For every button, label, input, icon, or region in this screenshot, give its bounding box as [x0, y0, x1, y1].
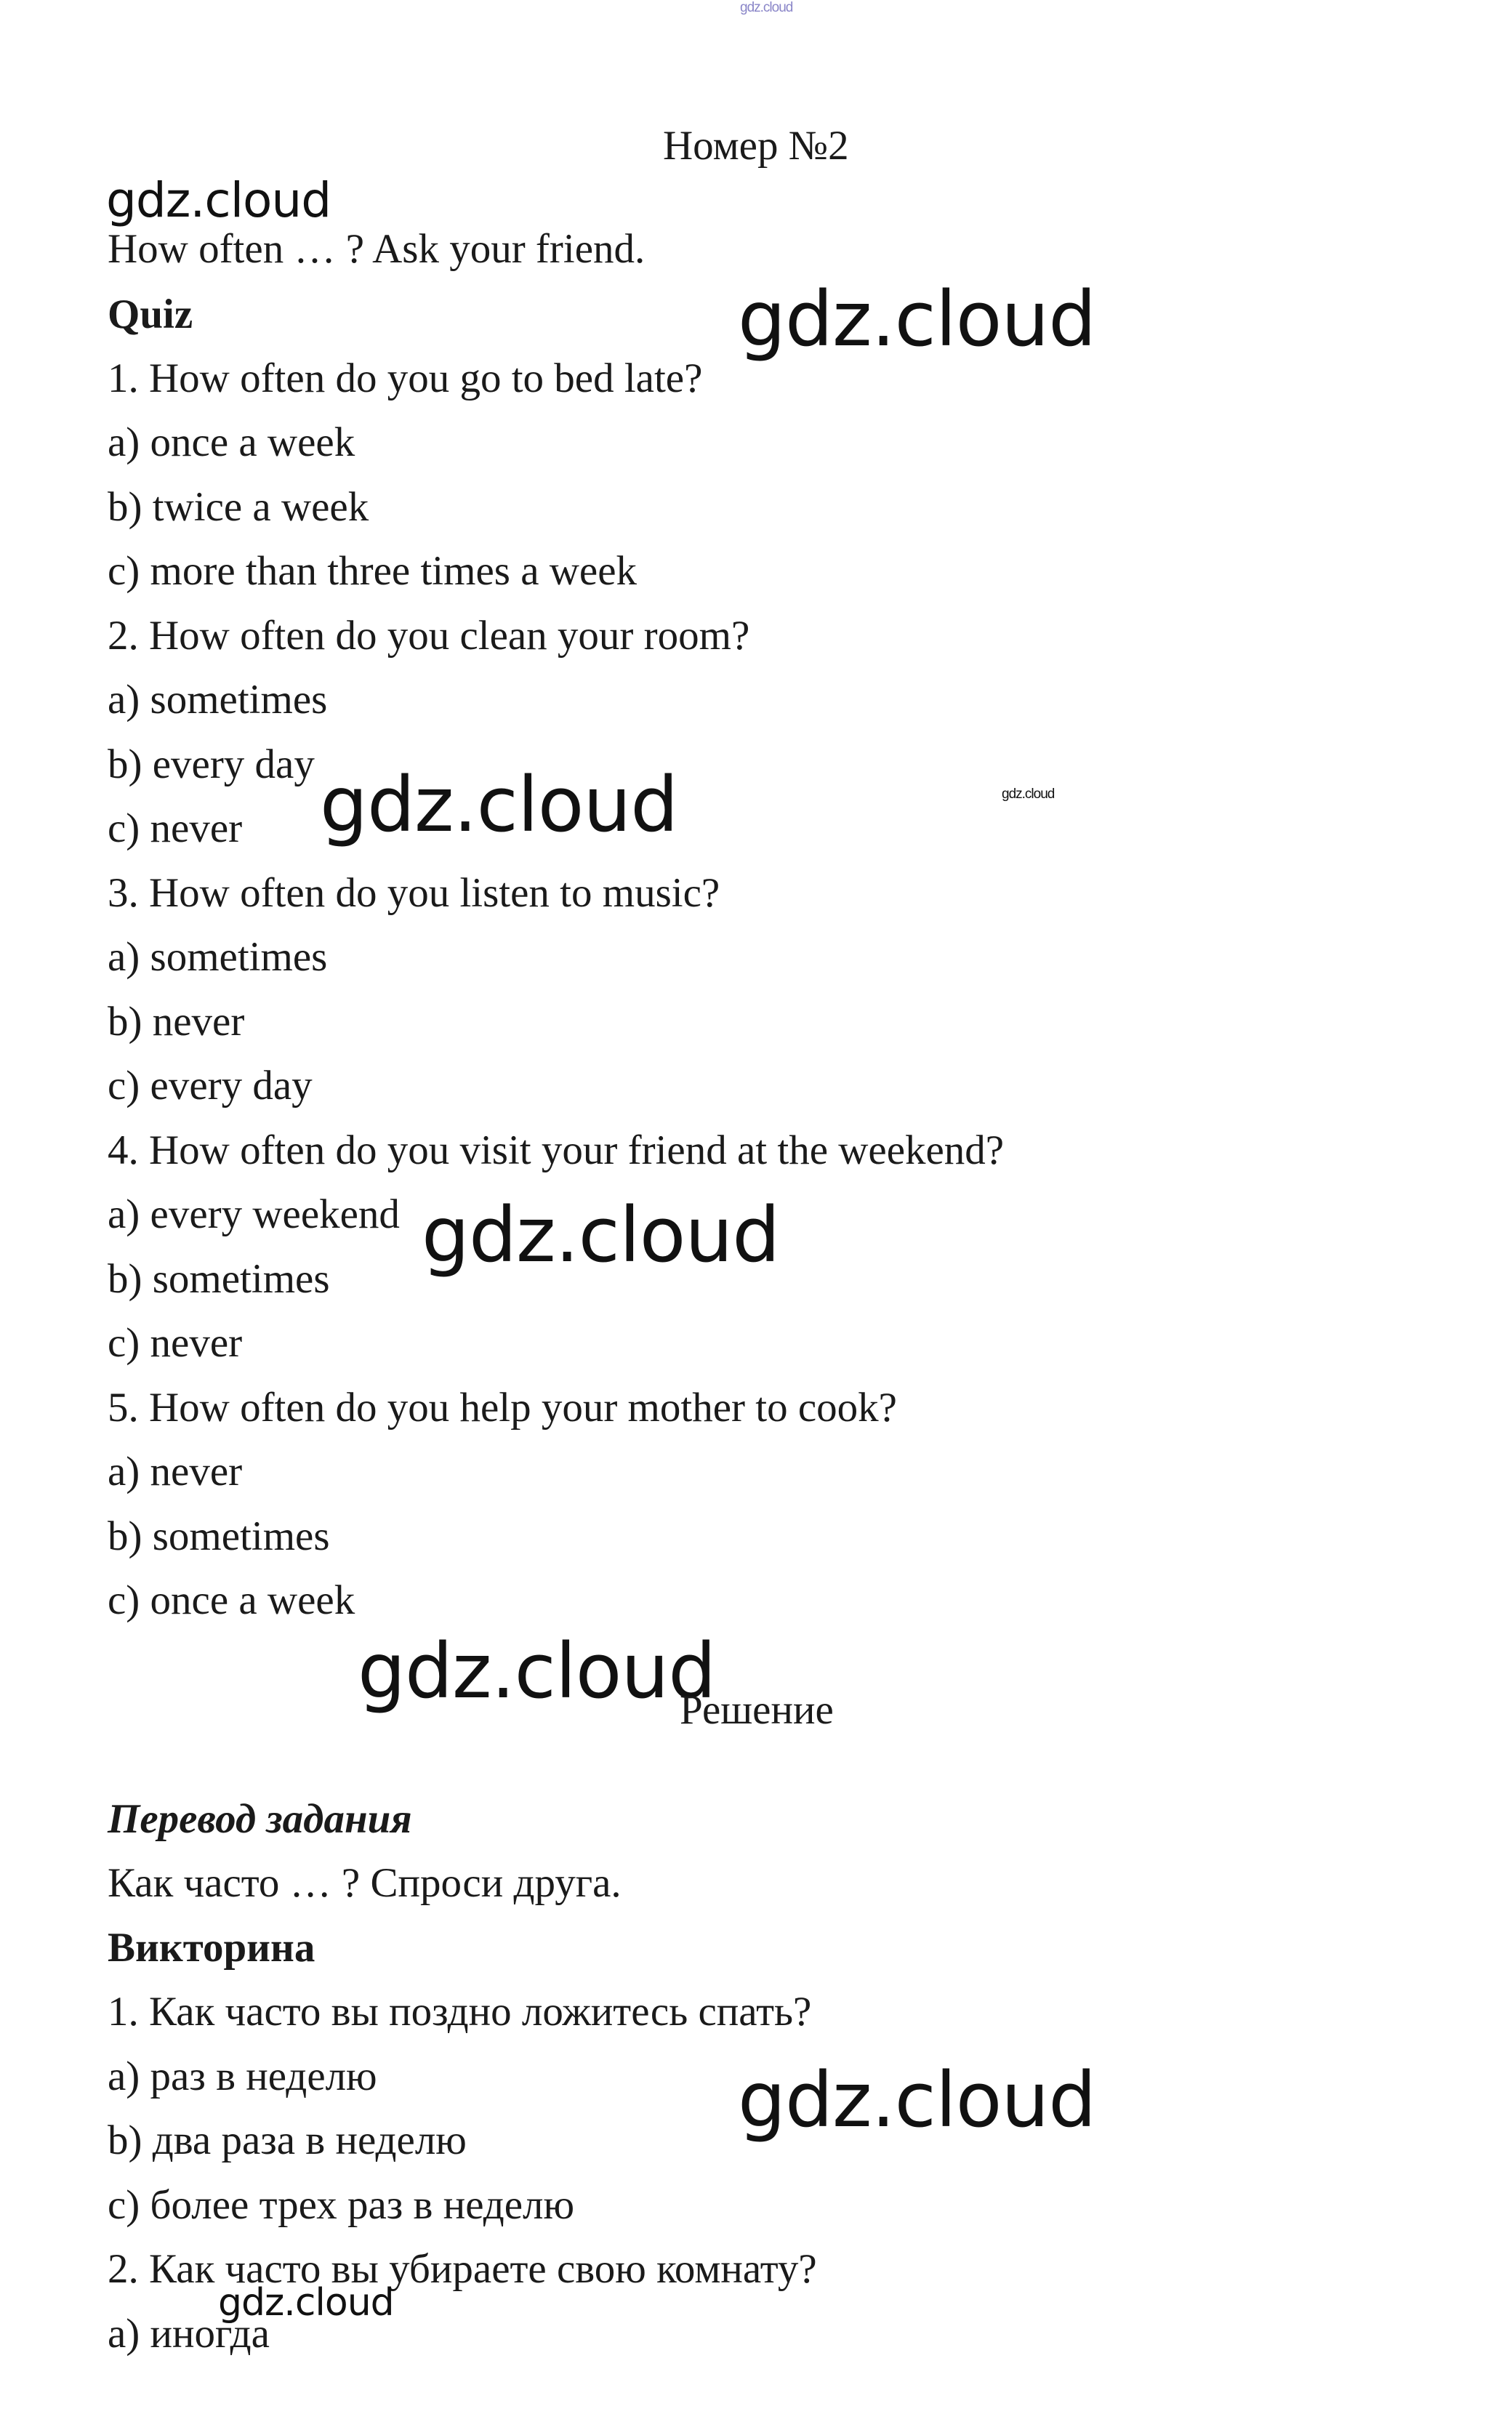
- quiz-line: c) every day: [108, 1063, 313, 1109]
- translation-line: c) более трех раз в неделю: [108, 2182, 575, 2228]
- watermark-top: gdz.cloud: [740, 0, 793, 15]
- quiz-line: 3. How often do you listen to music?: [108, 870, 720, 916]
- watermark: gdz.cloud: [738, 2056, 1096, 2144]
- quiz-line: 5. How often do you help your mother to cook?: [108, 1385, 897, 1431]
- translation-line: b) два раза в неделю: [108, 2117, 467, 2163]
- watermark: gdz.cloud: [320, 760, 678, 849]
- quiz-line: c) never: [108, 1320, 243, 1366]
- quiz-heading: Quiz: [108, 291, 193, 337]
- quiz-line: a) sometimes: [108, 934, 328, 980]
- translation-line: 1. Как часто вы поздно ложитесь спать?: [108, 1989, 812, 2035]
- quiz-line: b) sometimes: [108, 1513, 330, 1559]
- solution-heading: Решение: [680, 1687, 834, 1733]
- quiz-line: 2. How often do you clean your room?: [108, 613, 750, 659]
- translation-line: 2. Как часто вы убираете свою комнату?: [108, 2246, 817, 2292]
- translation-heading: Перевод задания: [108, 1796, 412, 1842]
- quiz-line: c) never: [108, 805, 243, 851]
- quiz-line: a) once a week: [108, 419, 355, 465]
- watermark: gdz.cloud: [1002, 786, 1055, 802]
- page-title: Номер №2: [663, 123, 849, 169]
- watermark: gdz.cloud: [738, 275, 1096, 363]
- watermark: gdz.cloud: [218, 2281, 394, 2325]
- quiz-line: b) every day: [108, 741, 315, 787]
- quiz-line: a) every weekend: [108, 1191, 400, 1237]
- translation-line: a) иногда: [108, 2311, 270, 2357]
- quiz-line: c) once a week: [108, 1577, 355, 1623]
- quiz-line: c) more than three times a week: [108, 548, 638, 594]
- translation-line: a) раз в неделю: [108, 2053, 377, 2099]
- task-intro: How often … ? Ask your friend.: [108, 226, 646, 272]
- watermark: gdz.cloud: [358, 1627, 716, 1715]
- quiz-line: a) never: [108, 1449, 243, 1494]
- watermark: gdz.cloud: [106, 172, 331, 228]
- quiz-line: b) twice a week: [108, 484, 369, 530]
- quiz-line: b) sometimes: [108, 1256, 330, 1302]
- quiz-line: 4. How often do you visit your friend at the weekend?: [108, 1127, 1005, 1173]
- watermark: gdz.cloud: [422, 1191, 780, 1279]
- translation-quiz-heading: Викторина: [108, 1925, 315, 1971]
- quiz-line: 1. How often do you go to bed late?: [108, 355, 703, 401]
- quiz-line: a) sometimes: [108, 677, 328, 723]
- quiz-line: b) never: [108, 999, 245, 1045]
- translation-intro: Как часто … ? Спроси друга.: [108, 1860, 622, 1906]
